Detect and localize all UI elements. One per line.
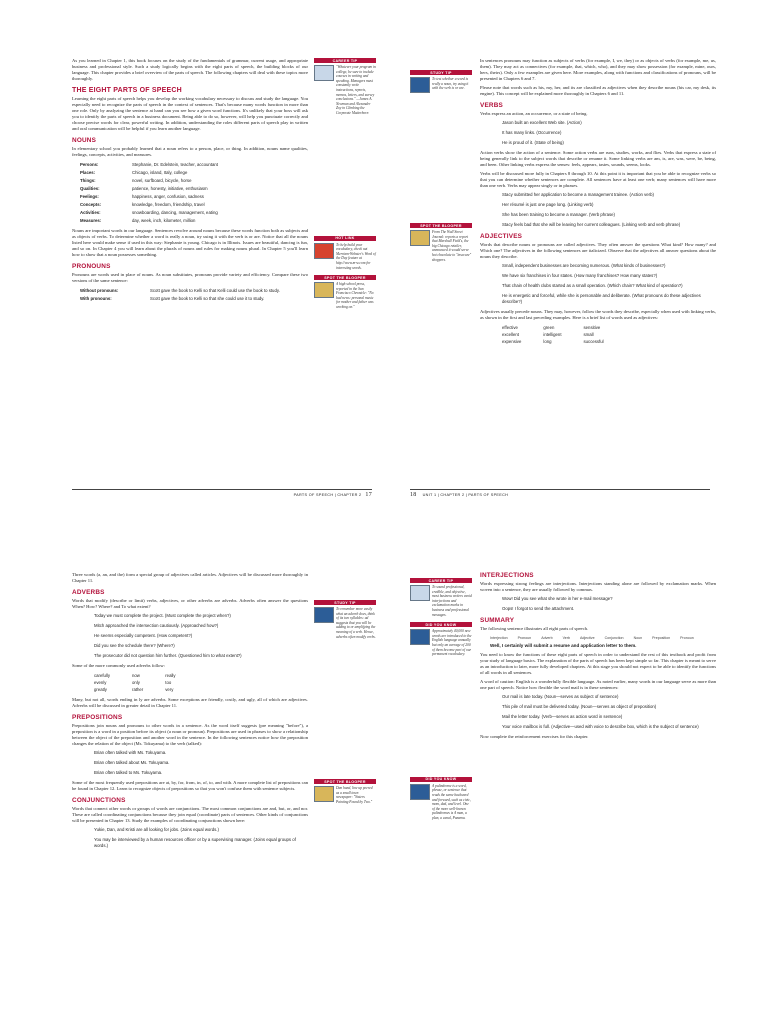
adverb-example: Today we must complete the project. (Must complete the project when?) bbox=[94, 613, 231, 618]
spot-blooper-box bbox=[314, 275, 376, 310]
box-heading: STUDY TIP bbox=[410, 70, 472, 75]
pronoun-example: Scott gave the book to Kelli so that she could use it to study. bbox=[150, 296, 265, 301]
list-item: sensitive bbox=[583, 325, 601, 330]
noun-category: Persons: bbox=[80, 162, 99, 167]
noun-category: Feelings: bbox=[80, 194, 99, 199]
diagram-label: Noun bbox=[633, 636, 643, 640]
mail-example: This pile of mail must be delivered today. (Noun—serves as object of preposition) bbox=[502, 704, 657, 709]
blooper-icon bbox=[410, 230, 430, 246]
list-item: effective bbox=[502, 325, 518, 330]
adverb-list bbox=[94, 672, 198, 693]
did-you-know-icon bbox=[410, 629, 430, 645]
list-item: too bbox=[165, 680, 172, 685]
table-row bbox=[502, 324, 626, 331]
career-tip-icon bbox=[314, 65, 334, 81]
diagram-label: Verb bbox=[562, 636, 570, 640]
noun-examples: snowboarding, dancing, management, eating bbox=[132, 210, 218, 215]
table-row bbox=[80, 209, 316, 217]
summary-paragraph: The following sentence illustrates all eight parts of speech. bbox=[480, 626, 589, 631]
adjective-example: We have six franchises in four states. (How many franchises? How many states?) bbox=[502, 273, 658, 278]
diagram-label: Preposition bbox=[652, 636, 671, 640]
blooper-icon bbox=[314, 786, 334, 802]
did-you-know-box bbox=[410, 622, 472, 657]
noun-category: Concepts: bbox=[80, 202, 102, 207]
verbs-paragraph-2: Action verbs show the action of a sentence. Some action verbs are runs, studies, works, and flies. Verbs that express a state of being generally link to the subject words that describe or rename it. Some linking verbs are am, is, are, was, were, be, being, and been. Other linking verbs express the senses: feels, appears, tastes, sounds, seems, looks. bbox=[480, 150, 716, 167]
list-item: successful bbox=[583, 339, 604, 344]
noun-examples: Stephanie, Dr. Edelstein, teacher, accountant bbox=[132, 162, 218, 167]
verb-example: She has been training to become a manager. (Verb phrase) bbox=[502, 212, 615, 217]
did-you-know-icon bbox=[410, 784, 430, 800]
box-heading: DID YOU KNOW bbox=[410, 622, 472, 627]
career-tip-icon bbox=[410, 585, 430, 601]
list-item: now bbox=[132, 673, 140, 678]
adjectives-paragraph-2: Adjectives usually precede nouns. They may, however, follow the words they describe, especially when used with linking verbs, as shown in the first and last preceding examples. Here is a brief list of words used as adjectives: bbox=[480, 309, 716, 320]
adverb-example: He seems especially competent. (How competent?) bbox=[94, 633, 193, 638]
box-heading: SPOT THE BLOOPER bbox=[314, 779, 376, 784]
box-text: Dan hand, line up peered as a small town newspaper: "Sisters Painting Found by Two." bbox=[336, 786, 373, 804]
pronoun-paragraph-2: Please note that words such as his, my, her, and its are classified as adjectives when they describe nouns (his car, my desk, its engine). This concept will be explained more thoroughly in Chapters 6 and 11. bbox=[480, 85, 716, 96]
pronoun-example: Scott gave the book to Kelli so that Kelli could use the book to study. bbox=[150, 288, 280, 293]
section-heading-conjunctions: CONJUNCTIONS bbox=[72, 797, 126, 804]
diagram-sentence: Well, I certainly will submit a resume and application letter to them. bbox=[490, 643, 637, 648]
blooper-icon bbox=[314, 282, 334, 298]
box-text: A high school press, reported in the San Francisco Chronicle: "No bad news: personal music for mother and father was working on." bbox=[336, 282, 374, 310]
noun-category: Things: bbox=[80, 178, 96, 183]
page-19-sidebar bbox=[314, 572, 376, 810]
table-row bbox=[80, 161, 316, 169]
hot-link-box bbox=[314, 236, 376, 271]
verb-example: He is proud of it. (State of being) bbox=[502, 140, 564, 145]
section-heading-adverbs: ADVERBS bbox=[72, 589, 105, 596]
pronoun-label: Without pronouns: bbox=[80, 288, 119, 293]
parts-of-speech-diagram bbox=[490, 636, 716, 648]
conjunctions-paragraph: Words that connect other words or groups of words are conjunctions. The most common conjunctions are and, but, or, and nor. These are called coordinating conjunctions because they join equal (coordinate) parts of sentences. Other kinds of conjunctions will be presented in Chapter 13. Study the examples of coordinating conjunctions shown here: bbox=[72, 806, 308, 823]
verb-example: It has many links. (Occurrence) bbox=[502, 130, 562, 135]
verb-example: Stacy submitted her application to become a management trainee. (Action verb) bbox=[502, 192, 654, 197]
mail-example: Your voice mailbox is full. (Adjective—used with voice to describe box, which is the subject of sentence) bbox=[502, 724, 699, 729]
noun-category: Qualities: bbox=[80, 186, 100, 191]
page-number: 17 bbox=[365, 492, 372, 498]
spot-blooper-box bbox=[314, 779, 376, 804]
page-number: 18 bbox=[410, 492, 417, 498]
noun-examples: novel, surfboard, bicycle, horse bbox=[132, 178, 192, 183]
adverb-example: The prosecutor did not question him further. (Questioned him to what extent?) bbox=[94, 653, 242, 658]
noun-table bbox=[80, 161, 316, 225]
table-row bbox=[502, 338, 626, 345]
page-20 bbox=[410, 572, 740, 1012]
table-row bbox=[80, 177, 316, 185]
page-17-main bbox=[72, 58, 308, 306]
section-heading-eight-parts: THE EIGHT PARTS OF SPEECH bbox=[72, 87, 182, 94]
list-item: expensive bbox=[502, 339, 522, 344]
box-text: To test whether a word is really a noun, try using it with the verb is or are. bbox=[432, 77, 469, 91]
box-heading: CAREER TIP bbox=[314, 58, 376, 63]
prepositions-paragraph-2: Some of the most frequently used prepositions are at, by, for, from, in, of, to, and with. A more complete list of prepositions can be found in Chapter 12. Learn to recognize objects of prepositions so that you won't confuse them with sentence subjects. bbox=[72, 780, 308, 791]
table-row bbox=[94, 686, 198, 693]
box-text: Approximately 40,000 new words are introduced to the English language annually but only an average of 200 of them become part of our permanent vocabulary. bbox=[432, 629, 472, 657]
diagram-label: Adjective bbox=[579, 636, 595, 640]
noun-examples: knowledge, freedom, friendship, travel bbox=[132, 202, 205, 207]
adjective-example: He is energetic and forceful, while she is personable and deliberate. (What pronouns do these adjectives describe?) bbox=[502, 293, 701, 304]
page-footer bbox=[410, 489, 710, 498]
diagram-label: Adverb bbox=[541, 636, 553, 640]
box-heading: DID YOU KNOW bbox=[410, 777, 472, 782]
box-text: To remember more easily what an adverb does, think of its two syllables: ad suggests that you will be adding to or amplifying the meaning of a verb. Hence, adverbs often modify verbs. bbox=[336, 607, 376, 639]
section-heading-interjections: INTERJECTIONS bbox=[480, 572, 534, 579]
adjective-list bbox=[502, 324, 626, 345]
intro-paragraph: As you learned in Chapter 1, this book focuses on the study of the fundamentals of grammar, current usage, and appropriate business and professional style. Such a study logically begins with the eight parts of speech, the building blocks of our language. This chapter provides a brief overview of the parts of speech. The following chapters will deal with these topics more thoroughly. bbox=[72, 58, 308, 81]
page-footer bbox=[72, 489, 372, 498]
noun-category: Activities: bbox=[80, 210, 101, 215]
page-19 bbox=[72, 572, 402, 1012]
diagram-label: Conjunction bbox=[604, 636, 624, 640]
diagram-label: Pronoun bbox=[680, 636, 694, 640]
preposition-example: Brian often talked to Ms. Tokuyama. bbox=[94, 770, 163, 775]
page-19-main bbox=[72, 572, 308, 853]
summary-paragraph-2: You need to know the functions of these eight parts of speech in order to understand the rest of this textbook and profit from your study of language basics. The explanation of the parts of speech has been kept simple so far. This chapter is meant to serve as an introduction to later, more fully developed chapters. At this stage you should not expect to be able to identify the functions of all words in all sentences. bbox=[480, 652, 716, 675]
prepositions-paragraph: Prepositions join nouns and pronouns to other words in a sentence. As the word itself suggests (pre meaning "before"), a preposition is a word in a position before its object (a noun or pronoun). Prepositions are used in phrases to show a relationship between the object of the preposition and another word in the sentence. In the following sentences notice how the preposition changes the relation of the object (Ms. Tokuyama) to the verb (talked): bbox=[72, 723, 308, 746]
list-item: excellent bbox=[502, 332, 519, 337]
section-heading-adjectives: ADJECTIVES bbox=[480, 233, 523, 240]
verbs-paragraph: Verbs express an action, an occurrence, or a state of being. bbox=[480, 111, 588, 116]
box-text: A palindrome is a word, phrase, or sentence that reads the same backward and forward, such as civic, mom, dad, and level. One of the more well-known palindromes is A man, a plan, a canal, Panama. bbox=[432, 783, 471, 820]
page-18 bbox=[410, 58, 740, 498]
noun-category: Places: bbox=[80, 170, 96, 175]
box-text: "Whatever your program in college, be sure to include courses in writing and speaking. Managers must constantly write instructions, reports, memos, letters, and survey conclusions." —James A. Newman and Alexander Zoy in Climbing the Corporate Matterhorn bbox=[336, 65, 376, 115]
adverb-example: Mitch approached the intersection cautiously. (Approached how?) bbox=[94, 623, 219, 628]
career-tip-box bbox=[410, 578, 472, 617]
footer-label: PARTS OF SPEECH | CHAPTER 2 bbox=[293, 493, 362, 497]
section-heading-pronouns: PRONOUNS bbox=[72, 263, 111, 270]
conjunction-example: Yukie, Dan, and Kristi are all looking for jobs. (Joins equal words.) bbox=[94, 827, 219, 832]
career-tip-box bbox=[314, 58, 376, 116]
page-17-sidebar bbox=[314, 58, 376, 315]
table-row bbox=[80, 193, 316, 201]
box-heading: STUDY TIP bbox=[314, 600, 376, 605]
box-heading: CAREER TIP bbox=[410, 578, 472, 583]
list-item: greatly bbox=[94, 687, 107, 692]
noun-examples: happiness, anger, confusion, sadness bbox=[132, 194, 204, 199]
table-row bbox=[80, 185, 316, 193]
diagram-label: Interjection bbox=[490, 636, 508, 640]
list-item: only bbox=[132, 680, 140, 685]
list-item: rather bbox=[132, 687, 144, 692]
adjectives-paragraph: Words that describe nouns or pronouns are called adjectives. They often answer the questions What kind? How many? and Which one? The adjectives in the following sentences are italicized. Observe that the adjectives all answer questions about the nouns they describe. bbox=[480, 242, 716, 259]
interjection-example: Oops! I forgot to send the attachment. bbox=[502, 606, 575, 611]
adjective-example: That chain of health clubs started as a small operation. (Which chain? What kind of operation?) bbox=[502, 283, 683, 288]
verb-example: Her résumé is just one page long. (Linking verb) bbox=[502, 202, 594, 207]
page-18-sidebar bbox=[410, 58, 472, 267]
list-item: small bbox=[583, 332, 594, 337]
mail-example: Our mail is late today. (Noun—serves as subject of sentence) bbox=[502, 694, 619, 699]
table-row bbox=[502, 331, 626, 338]
study-icon bbox=[410, 77, 430, 93]
study-icon bbox=[314, 607, 334, 623]
footer-label: UNIT 1 | CHAPTER 2 | PARTS OF SPEECH bbox=[422, 493, 509, 497]
eight-parts-paragraph: Learning the eight parts of speech helps you develop the working vocabulary necessary to discuss and study the language. You especially need to recognize the parts of speech in the context of sentences. That's because many words function in more than one role. Only by analyzing the sentence at hand can you see how a given word functions. It's unlikely that your boss will ask you to identify the parts of speech in a business document. Being able to do so, however, will help you punctuate correctly and choose precise words for clear, powerful writing. In addition, understanding the roles different parts of speech play in written and oral communication will be helpful if you learn another language. bbox=[72, 96, 308, 131]
verbs-paragraph-3: Verbs will be discussed more fully in Chapters 8 through 10. At this point it is important that you be able to recognize verbs so that you can determine whether sentences are complete. All sentences have at least one verb; many sentences will have more than one verb. Verbs may appear singly or in phrases. bbox=[480, 171, 716, 188]
adverbs-paragraph: Words that modify (describe or limit) verbs, adjectives, or other adverbs are adverbs. Adverbs often answer the questions When? How? Where? and To what extent? bbox=[72, 598, 308, 609]
noun-examples: patience, honesty, initiative, enthusiasm bbox=[132, 186, 208, 191]
study-tip-box bbox=[314, 600, 376, 639]
box-heading: SPOT THE BLOOPER bbox=[314, 275, 376, 280]
interjection-example: Wow! Did you see what she wrote in her e-mail message? bbox=[502, 596, 613, 601]
section-heading-verbs: VERBS bbox=[480, 102, 504, 109]
box-text: From The Wall Street Journal: reports a report that Marshall Field's, the big Chicago retailer, announced it would serve hot chocolate to "insecure" shoppers. bbox=[432, 230, 472, 262]
verb-example: Stacy feels bad that she will be leaving her current colleagues. (Linking verb and verb phrase) bbox=[502, 222, 681, 227]
adverbs-paragraph-2: Some of the more commonly used adverbs follow: bbox=[72, 663, 166, 668]
table-row bbox=[94, 672, 198, 679]
list-item: long bbox=[543, 339, 552, 344]
adverbs-paragraph-3: Many, but not all, words ending in ly are adverbs. Some exceptions are friendly, costly, and ugly, all of which are adjectives. Adverbs will be discussed in greater detail in Chapter 11. bbox=[72, 697, 308, 708]
page-18-main bbox=[480, 58, 716, 349]
page-17 bbox=[72, 58, 402, 498]
summary-paragraph-3: A word of caution: English is a wonderfully flexible language. As noted earlier, many words in our language serve as more than one part of speech. Notice how flexible the word mail is in these sentences: bbox=[480, 679, 716, 690]
noun-category: Measures: bbox=[80, 218, 102, 223]
box-text: To help build your vocabulary, check out Merriam-Webster's Word of the Day feature at http://www.m-w.com for interesting words. bbox=[336, 242, 376, 270]
list-item: green bbox=[543, 325, 555, 330]
pronouns-paragraph: Pronouns are words used in place of nouns. As noun substitutes, pronouns provide variety and efficiency. Compare these two versions of the same sentence: bbox=[72, 272, 308, 283]
box-heading: SPOT THE BLOOPER bbox=[410, 223, 472, 228]
table-row bbox=[80, 201, 316, 209]
list-item: really bbox=[165, 673, 176, 678]
pronoun-paragraph: In sentences pronouns may function as subjects of verbs (for example, I, we, they) or as objects of verbs (for example, me, us, them). They may act as connectives (for example, that, which, who), and they may show possession (for example, mine, ours, hers, theirs). Only a few examples are given here. More examples, along with functions and classifications of pronouns, will be presented in Chapters 6 and 7. bbox=[480, 58, 716, 81]
preposition-example: Brian often talked about Ms. Tokuyama. bbox=[94, 760, 170, 765]
verb-example: Jason built an excellent Web site. (Action) bbox=[502, 120, 582, 125]
diagram-label: Pronoun bbox=[517, 636, 532, 640]
noun-examples: day, week, inch, kilometer, million bbox=[132, 218, 196, 223]
page-20-main bbox=[480, 572, 716, 743]
articles-paragraph: Three words (a, an, and the) form a special group of adjectives called articles. Adjectives will be discussed more thoroughly in Chapter 11. bbox=[72, 572, 308, 583]
list-item: carefully bbox=[94, 673, 111, 678]
table-row bbox=[80, 287, 316, 295]
section-heading-nouns: NOUNS bbox=[72, 137, 97, 144]
noun-examples: Chicago, island, Italy, college bbox=[132, 170, 188, 175]
table-row bbox=[94, 679, 198, 686]
mail-example: Mail the letter today. (Verb—serves as action word in sentence) bbox=[502, 714, 623, 719]
conjunction-example: You may be interviewed by a human resources officer or by a supervising manager. (Joins equal groups of words.) bbox=[94, 837, 296, 848]
page-20-sidebar bbox=[410, 572, 472, 825]
pronoun-table bbox=[80, 287, 316, 303]
pronoun-label: With pronouns: bbox=[80, 296, 112, 301]
list-item: very bbox=[165, 687, 174, 692]
did-you-know-box bbox=[410, 777, 472, 821]
section-heading-summary: SUMMARY bbox=[480, 617, 515, 624]
book-icon bbox=[314, 243, 334, 259]
diagram-labels bbox=[490, 636, 716, 640]
section-heading-prepositions: PREPOSITIONS bbox=[72, 714, 123, 721]
spot-blooper-box bbox=[410, 223, 472, 262]
summary-paragraph-4: Now complete the reinforcement exercises for this chapter. bbox=[480, 734, 589, 739]
table-row bbox=[80, 217, 316, 225]
interjections-paragraph: Words expressing strong feelings are interjections. Interjections standing alone are followed by exclamation marks. When woven into a sentence, they are usually followed by commas. bbox=[480, 581, 716, 592]
table-row bbox=[80, 295, 316, 303]
preposition-example: Brian often talked with Ms. Tokuyama. bbox=[94, 750, 167, 755]
list-item: intelligent bbox=[543, 332, 562, 337]
nouns-paragraph: In elementary school you probably learned that a noun refers to a person, place, or thing. In addition, nouns name qualities, feelings, concepts, activities, and measures. bbox=[72, 146, 308, 157]
box-text: To sound professional, credible, and objective, most business writers avoid interjections and exclamation marks in business and professional messages. bbox=[432, 585, 472, 617]
list-item: evenly bbox=[94, 680, 107, 685]
adjective-example: Small, independent businesses are becoming numerous. (What kinds of businesses?) bbox=[502, 263, 666, 268]
table-row bbox=[80, 169, 316, 177]
nouns-paragraph-2: Nouns are important words in our language. Sentences revolve around nouns because these words function both as subjects and as objects of verbs. To determine whether a word is really a noun, try using it with the verb is or are. Notice that all the nouns listed here would make sense if used in this way: Stephanie is young. Chicago is in Illinois. Issues are beautiful, dancing is fun, and so on. In Chapter 4 you will learn about the plurals of nouns and rules for making nouns plural. In Chapter 5 you'll learn how to show that a noun possesses something. bbox=[72, 228, 308, 257]
study-tip-box bbox=[410, 70, 472, 93]
box-heading: HOT LINK bbox=[314, 236, 376, 241]
adverb-example: Did you see the schedule there? (Where?) bbox=[94, 643, 175, 648]
